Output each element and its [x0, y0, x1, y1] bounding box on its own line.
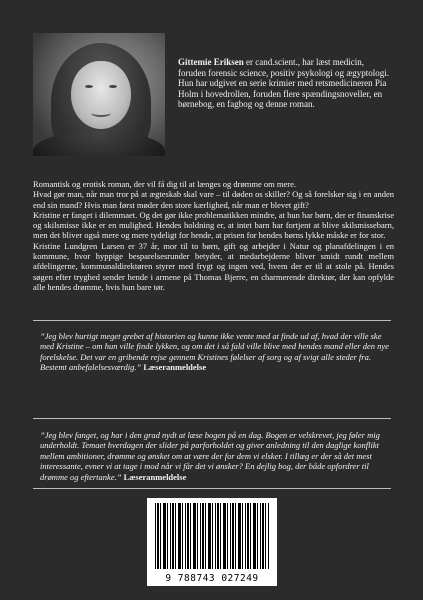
- divider: [33, 418, 391, 419]
- description-paragraph: Kristine Lundgren Larsen er 37 år, mor til to børn, gift og arbejder i Natur og planafdelingen i en kommune, hvor hyppige besparelsesrunder betyder, at medarbejderne bliver smidt rundt mellem afdelingerne, kommunaldirektøren styrer med frygt og ingen ved, hvem der er til at stole på. Hendes søgen efter tryghed sender hende i armene på Thomas Bjerre, en charmerende direktør, der kan opfylde alle hendes drømme, hvis hun bare tør.: [33, 240, 394, 292]
- book-description: [33, 179, 394, 292]
- isbn-barcode: [147, 498, 277, 586]
- review-quote-text: ”Jeg blev hurtigt meget grebet af historien og kunne ikke vente med at finde ud af, hvad der ville ske med Kristine – om hun ville finde lykken, og om det i så fald ville blive med hendes mand eller den nye forelskelse. Det var en gribende rejse gennem Kristines følelser af sorg og af svigt alle steder fra. Bestemt anbefalelsesværdig.”: [40, 331, 389, 373]
- description-paragraph: Hvad gør man, når man tror på at ægteskab skal vare – til døden os skiller? Og så forelsker sig i en anden end sin mand? Hvis man først møder den store kærlighed, når man er blevet gift?: [33, 189, 394, 210]
- barcode-number: 9 788743 027249: [165, 573, 259, 584]
- review-quote: [40, 430, 392, 482]
- review-quote-text: ”Jeg blev fanget, og har i den grad nydt at læse bogen på en dag. Bogen er velskrevet, jeg føler mig underholdt. Temaet hverdagen der slider på parforholdet og giver anledning til den daglige konflikt mellem ambitioner, drømme og ønsket om at være der for dem vi elsker. I tillæg er der så det mest interessante, evner vi at tage i mod når vi får det vi ønsker? En dejlig bog, der både opfordrer til drømme og eftertanke.”: [40, 430, 380, 482]
- description-paragraph: Kristine er fanget i dilemmaet. Og det gør ikke problematikken mindre, at hun har børn, der er finanskrise og skilsmisse ikke er en mulighed. Hendes holdning er, at intet barn har fortjent at blive skilsmissebarn, men det bliver også mere og mere tydeligt for hende, at prisen for hendes børns lykke måske er for stor.: [33, 209, 394, 241]
- author-bio-text: er cand.scient., har læst medicin, foruden forensic science, positiv psykologi og ægyptologi. Hun har udgivet en serie krimier med retsmedicineren Pia Holm i hovedrollen, foruden flere spændingsnoveller, en børnebog, en fagbog og denne roman.: [178, 57, 389, 109]
- barcode-bars: [155, 503, 269, 569]
- divider: [33, 488, 391, 489]
- review-source: Læseranmeldelse: [143, 362, 207, 373]
- description-paragraph: Romantisk og erotisk roman, der vil få dig til at længes og drømme om mere.: [33, 179, 296, 189]
- review-quote: [40, 331, 392, 373]
- author-photo: [33, 33, 165, 156]
- divider: [33, 320, 391, 321]
- author-name: Gittemie Eriksen: [178, 57, 244, 67]
- author-bio: [178, 57, 393, 110]
- review-source: Læseranmeldelse: [123, 471, 187, 482]
